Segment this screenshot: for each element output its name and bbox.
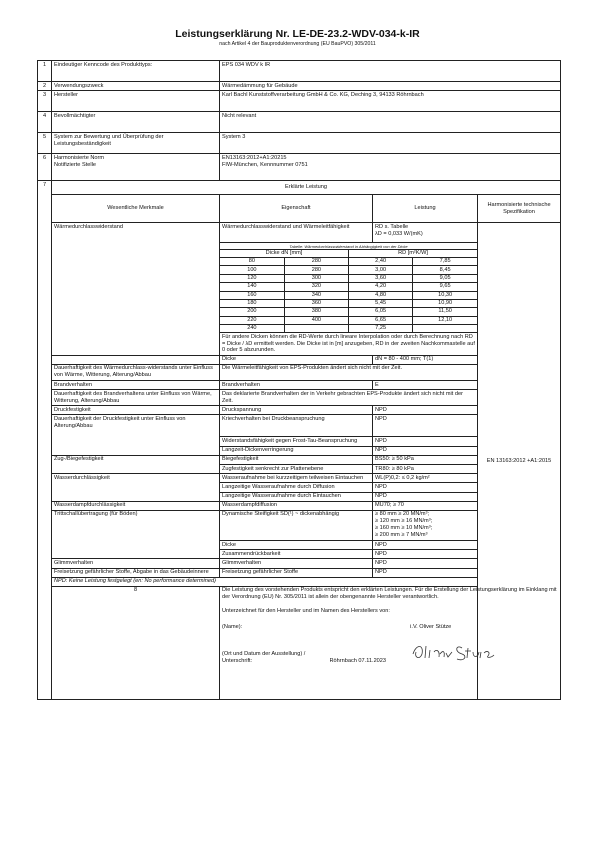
- row-property: Widerstandsfähigkeit gegen Frost-Tau-Beanspruchung: [220, 437, 373, 446]
- row-1: [38, 61, 561, 82]
- row-number: 3: [38, 91, 52, 112]
- row-label: [52, 154, 220, 181]
- stiffness-value: ≥ 160 mm ≥ 10 MN/m³;: [375, 525, 433, 532]
- signature-image: [410, 640, 558, 667]
- row-property: Wasseraufnahme bei kurzzeitigem teilweisen Eintauchen: [220, 474, 373, 483]
- thickness-cell: 280: [284, 266, 348, 274]
- row-number: 7: [38, 181, 52, 700]
- rd-cell: 3,00: [349, 266, 413, 274]
- rd-cell: 7,85: [413, 258, 477, 266]
- rd-cell: 7,25: [349, 324, 413, 332]
- row-label: Wasserdampfdurchlässigkeit: [52, 501, 220, 510]
- row-value: NPD: [373, 415, 478, 437]
- row-property: Langzeitige Wasseraufnahme durch Eintauchen: [220, 492, 373, 501]
- row-value: NPD: [373, 446, 478, 455]
- row-value: E: [373, 380, 478, 389]
- thermal-data-row: [220, 258, 477, 266]
- npd-note: NPD: Keine Leistung festgelegt (en: No performance determined): [52, 577, 561, 586]
- signed-for-text: Unterzeichnet für den Hersteller und im Namen des Herstellers von:: [222, 608, 390, 615]
- thermal-data-row: [220, 316, 477, 324]
- rd-cell: 9,05: [413, 274, 477, 282]
- row-property: Kriechverhalten bei Druckbeanspruchung: [220, 415, 373, 437]
- product-code: EPS 034 WDV k IR: [220, 61, 561, 82]
- rd-cell: 4,80: [349, 291, 413, 299]
- thickness-cell: 160: [220, 291, 284, 299]
- name-label: (Name):: [222, 624, 243, 631]
- document-subtitle: nach Artikel 4 der Bauproduktenverordnung (EU BauPVO) 305/2011: [219, 41, 376, 47]
- thickness-label: Dicke: [220, 355, 373, 364]
- rd-cell: 2,40: [349, 258, 413, 266]
- row-value: BS50: ≥ 50 kPa: [373, 455, 478, 464]
- name-value: i.V. Oliver Stütze: [410, 624, 452, 631]
- npd-note-row: [38, 577, 561, 586]
- declaration-text: Die Leistung des vorstehenden Produkts entspricht den erklärten Leistungen. Für die Erstellung der Leistungserklärung im Einklang mit der Verordnung (EU) Nr. 305/2011 ist allein der obengenannte Hersteller verantwortlich.: [222, 587, 557, 601]
- thermal-table-cell: [220, 243, 478, 355]
- thermal-performance: [373, 223, 478, 243]
- rd-cell: 6,05: [349, 308, 413, 316]
- row-number: 1: [38, 61, 52, 82]
- thermal-table-caption: Tabelle: Wärmedurchlasswiderstand in Abhängigkeit von der Dicke: [220, 243, 477, 249]
- row-label: Dauerhaftigkeit der Druckfestigkeit unter Einfluss von Alterung/Abbau: [52, 415, 220, 455]
- rd-cell: 4,20: [349, 283, 413, 291]
- row-number: 2: [38, 82, 52, 91]
- thermal-data-row: [220, 299, 477, 307]
- row-7-caption: [38, 181, 561, 195]
- col-header-characteristic: Wesentliche Merkmale: [52, 195, 220, 223]
- row-label: Freisetzung gefährlicher Stoffe, Abgabe in das Gebäudeinnere: [52, 568, 220, 577]
- row-label: Bevollmächtigter: [52, 112, 220, 133]
- rd-cell: 10,30: [413, 291, 477, 299]
- row-value: MU70; ≥ 70: [373, 501, 478, 510]
- row-property: Langzeit-Dickenverringerung: [220, 446, 373, 455]
- handwritten-signature: [410, 640, 500, 664]
- thickness-cell: 100: [220, 266, 284, 274]
- row-number: 6: [38, 154, 52, 181]
- row-4: [38, 112, 561, 133]
- rd-cell: 10,90: [413, 299, 477, 307]
- avcp-system: System 3: [220, 133, 561, 154]
- thickness-cell: 340: [284, 291, 348, 299]
- intended-use: Wärmedämmung für Gebäude: [220, 82, 561, 91]
- thickness-cell: 140: [220, 283, 284, 291]
- interpolation-note: Für andere Dicken können die RD-Werte durch lineare Interpolation oder durch Berechnung nach RD = Dicke / λD ermittelt werden. Die Dicke ist in [m] anzugeben, RD in der zweiten Nachkommastelle auf 0 oder 5 abzurunden.: [220, 333, 477, 355]
- thermal-data-row: [220, 266, 477, 274]
- thermal-row: [38, 223, 561, 243]
- row-value: NPD: [373, 437, 478, 446]
- thermal-property: Wärmedurchlasswiderstand und Wärmeleitfähigkeit: [220, 223, 373, 243]
- col-header-property: Eigenschaft: [220, 195, 373, 223]
- row-label: Verwendungszweck: [52, 82, 220, 91]
- row-property: Dicke: [220, 540, 373, 549]
- row-value: NPD: [373, 406, 478, 415]
- row-property: Wasserdampfdiffusion: [220, 501, 373, 510]
- thermal-data-row: [220, 283, 477, 291]
- thickness-cell: 120: [220, 274, 284, 282]
- performance-caption: Erklärte Leistung: [52, 181, 561, 195]
- row-value: TR80: ≥ 80 kPa: [373, 465, 478, 474]
- thermal-label: Wärmedurchlasswiderstand: [52, 223, 220, 355]
- row-2: [38, 82, 561, 91]
- row-label: Dauerhaftigkeit des Wärmedurchlass-widerstands unter Einfluss von Wärme, Witterung, Alterung/Abbau: [52, 364, 220, 380]
- blank-cell: [52, 355, 220, 364]
- row-number: 4: [38, 112, 52, 133]
- row-property: Langzeitige Wasseraufnahme durch Diffusion: [220, 483, 373, 492]
- row-property: Dynamische Steifigkeit SD(¹) ~ dickenabhängig: [220, 510, 373, 540]
- thickness-cell: 220: [220, 316, 284, 324]
- declaration-table: [37, 60, 561, 700]
- row-label: Wasserdurchlässigkeit: [52, 474, 220, 502]
- thickness-cell: 320: [284, 283, 348, 291]
- row-5: [38, 133, 561, 154]
- thickness-cell: 240: [220, 324, 284, 332]
- row-value: [373, 510, 478, 540]
- place-date: Röhrnbach 07.11.2023: [329, 658, 387, 665]
- row-property: Die Wärmeleitfähigkeit von EPS-Produkten ändert sich nicht mit der Zeit.: [220, 364, 478, 380]
- thickness-cell: 360: [284, 299, 348, 307]
- harmonised-standard-label: Harmonisierte Norm: [54, 154, 105, 161]
- row-label: Eindeutiger Kenncode des Produkttyps:: [52, 61, 220, 82]
- row-value: WL(P)0,2: ≤ 0,2 kg/m²: [373, 474, 478, 483]
- row-value: NPD: [373, 540, 478, 549]
- harmonised-standard: EN13163:2012+A1:20215: [222, 154, 287, 161]
- row-label: Glimmverhalten: [52, 559, 220, 568]
- thermal-data-row: [220, 274, 477, 282]
- row-value: [220, 154, 561, 181]
- manufacturer: Karl Bachl Kunststoffverarbeitung GmbH & Co. KG, Deching 3, 94133 Röhrnbach: [220, 91, 561, 112]
- rd-reference: RD s. Tabelle: [375, 223, 409, 230]
- declaration-section: [220, 586, 561, 699]
- row-value: NPD: [373, 559, 478, 568]
- thermal-data-row: [220, 324, 477, 332]
- row-property: Zugfestigkeit senkrecht zur Plattenebene: [220, 465, 373, 474]
- row-property: Druckspannung: [220, 406, 373, 415]
- thickness-value: dN = 80 - 400 mm; T(1): [373, 355, 478, 364]
- thickness-cell: 400: [284, 316, 348, 324]
- rd-cell: 6,65: [349, 316, 413, 324]
- row-value: NPD: [373, 492, 478, 501]
- row-label: Zug-/Biegefestigkeit: [52, 455, 220, 473]
- thickness-cell: 180: [220, 299, 284, 307]
- rd-cell: 12,10: [413, 316, 477, 324]
- harmonised-spec: EN 13163:2012 +A1:2015: [478, 223, 561, 700]
- thickness-cell: 280: [284, 258, 348, 266]
- place-label: (Ort und Datum der Ausstellung) / Unterschrift:: [222, 651, 306, 665]
- thickness-cell: 80: [220, 258, 284, 266]
- row-value: NPD: [373, 568, 478, 577]
- thickness-cell: [284, 324, 348, 332]
- signature-block: [222, 624, 558, 667]
- thickness-cell: 200: [220, 308, 284, 316]
- col-header-spec: Harmonisierte technische Spezifikation: [478, 195, 561, 223]
- row-label: Trittschallübertragung (für Böden): [52, 510, 220, 558]
- stiffness-value: ≥ 80 mm ≥ 20 MN/m³;: [375, 511, 430, 518]
- rd-header: RD [m²K/W]: [349, 249, 478, 257]
- rd-cell: 3,60: [349, 274, 413, 282]
- rd-cell: [413, 324, 477, 332]
- thickness-cell: 300: [284, 274, 348, 282]
- rd-cell: 5,45: [349, 299, 413, 307]
- thickness-cell: 380: [284, 308, 348, 316]
- performance-header: [38, 195, 561, 223]
- notified-body: FIW-München, Kennnummer 0751: [222, 161, 308, 168]
- rd-cell: 11,50: [413, 308, 477, 316]
- row-property: Das deklarierte Brandverhalten der in Verkehr gebrachten EPS-Produkte ändert sich nicht mit der Zeit.: [220, 390, 478, 406]
- row-number: 5: [38, 133, 52, 154]
- notified-body-label: Notifizierte Stelle: [54, 161, 96, 168]
- stiffness-value: ≥ 200 mm ≥ 7 MN/m³: [375, 532, 428, 539]
- row-property: Zusammendrückbarkeit: [220, 550, 373, 559]
- row-property: Glimmverhalten: [220, 559, 373, 568]
- rd-cell: 8,45: [413, 266, 477, 274]
- thermal-data-row: [220, 308, 477, 316]
- row-3: [38, 91, 561, 112]
- row-value: NPD: [373, 550, 478, 559]
- col-header-performance: Leistung: [373, 195, 478, 223]
- rd-cell: 9,65: [413, 283, 477, 291]
- row-label: Hersteller: [52, 91, 220, 112]
- row-label: Brandverhalten: [52, 380, 220, 389]
- row-number: 8: [52, 586, 220, 699]
- row-label: Druckfestigkeit: [52, 406, 220, 415]
- row-label: Dauerhaftigkeit des Brandverhaltens unter Einfluss von Wärme, Witterung, Alterung/Abbau: [52, 390, 220, 406]
- row-property: Freisetzung gefährlicher Stoffe: [220, 568, 373, 577]
- document-title: Leistungserklärung Nr. LE-DE-23.2-WDV-034-k-IR: [175, 28, 420, 40]
- row-property: Biegefestigkeit: [220, 455, 373, 464]
- stiffness-value: ≥ 120 mm ≥ 16 MN/m³;: [375, 518, 433, 525]
- row-8: [38, 586, 561, 699]
- thermal-resistance-table: [220, 243, 477, 354]
- row-label: System zur Bewertung und Überprüfung der Leistungsbeständigkeit: [52, 133, 220, 154]
- row-property: Brandverhalten: [220, 380, 373, 389]
- authorized-representative: Nicht relevant: [220, 112, 561, 133]
- lambda-value: λD = 0,033 W/(mK): [375, 230, 423, 237]
- row-6: [38, 154, 561, 181]
- thermal-data-row: [220, 291, 477, 299]
- thickness-header: Dicke dN [mm]: [220, 249, 349, 257]
- row-value: NPD: [373, 483, 478, 492]
